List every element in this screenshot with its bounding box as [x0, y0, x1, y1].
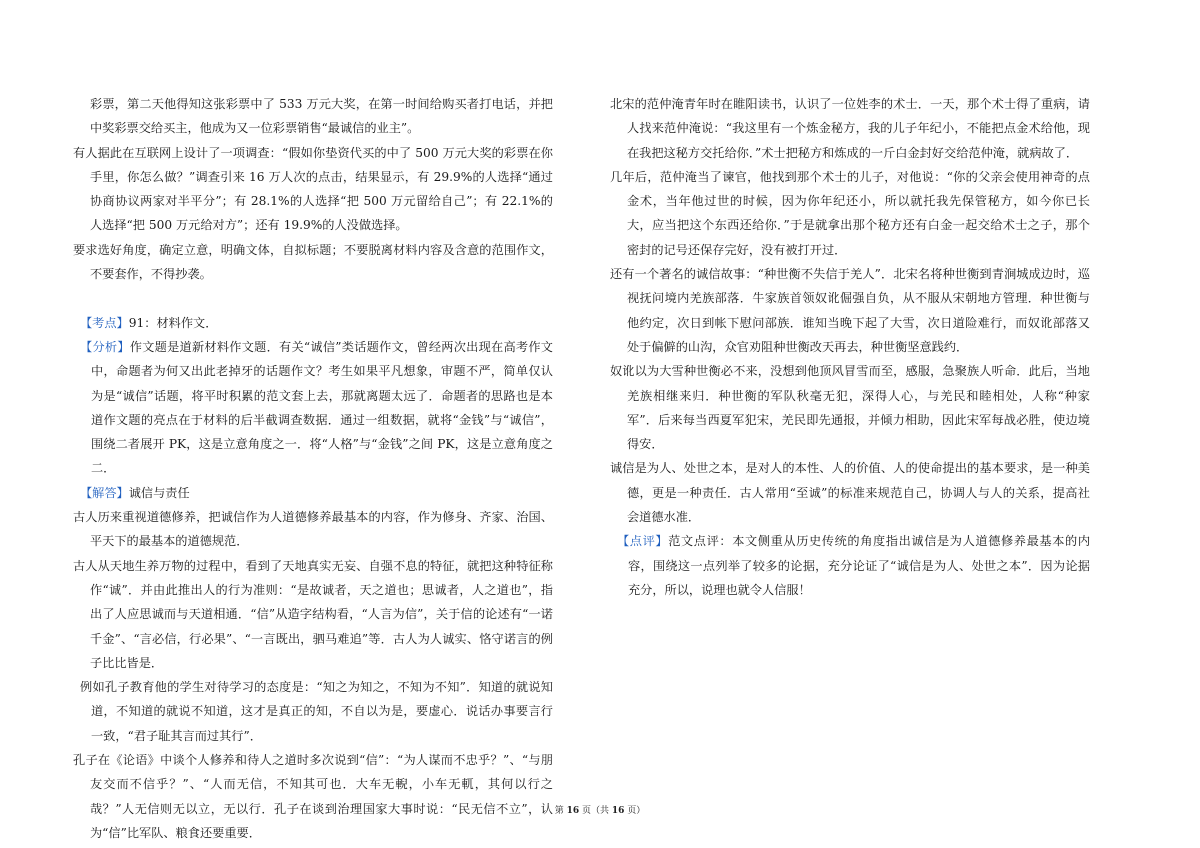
left-column	[73, 92, 553, 845]
footer-prefix: 第	[554, 806, 567, 816]
essay-paragraph-2: 古人从天地生养万物的过程中，看到了天地真实无妄、自强不息的特征，就把这种特征称作“诚”．并由此推出人的行为准则：“是故诚者，天之道也；思诚者，人之道也”，指出了人应思诚而与天道相通．“信”从造字结构看，“人言为信”，关于信的论述有“一诺千金”、“言必信，行必果”、“一言既出，驷马难追”等．古人为人诚实、恪守诺言的例子比比皆是．	[73, 558, 553, 670]
right-column	[610, 92, 1090, 602]
jieda-paragraph	[73, 481, 553, 505]
essay-paragraph-3: 例如孔子教育他的学生对待学习的态度是：“知之为知之，不知为不知”．知道的就说知道，不知道的就说不知道，这才是真正的知，不自以为是，要虚心．说话办事要言行一致，“君子耻其言而过其行”．	[80, 680, 553, 743]
fenxi-tag: 【分析】	[80, 339, 130, 354]
kaodian-text: 91：材料作文．	[128, 315, 218, 330]
requirements-paragraph: 要求选好角度，确定立意，明确文体，自拟标题；不要脱离材料内容及含意的范围作文，不要套作，不得抄袭。	[73, 242, 553, 282]
essay-paragraph-4: 孔子在《论语》中谈个人修养和待人之道时多次说到“信”：“为人谋而不忠乎？”、“与朋友交而不信乎？”、“人而无信，不知其可也．大车无輗，小车无軏，其何以行之哉？”人无信则无以立，无以行．孔子在谈到治理国家大事时说：“民无信不立”，认为“信”比军队、粮食还要重要．	[73, 753, 553, 840]
dianping-text: 范文点评：本文侧重从历史传统的角度指出诚信是为人道德修养最基本的内容，围绕这一点列举了较多的论据，充分论证了“诚信是为人、处世之本”．因为论据充分，所以，说理也就令人信服！	[628, 534, 1091, 597]
fenxi-paragraph	[73, 335, 553, 481]
essay-paragraph-9: 诚信是为人、处世之本，是对人的本性、人的价值、人的使命提出的基本要求，是一种美德，更是一种责任．古人常用“至诚”的标准来规范自己，协调人与人的关系，提高社会道德水准．	[610, 461, 1090, 525]
footer-page-number: 16	[566, 806, 580, 816]
lottery-story-end: 彩票，第二天他得知这张彩票中了 533 万元大奖，在第一时间给购买者打电话，并把中奖彩票交给买主，他成为又一位彩票销售“最诚信的业主”。	[90, 97, 553, 136]
page-footer	[0, 803, 1200, 816]
kaodian-tag: 【考点】	[80, 315, 129, 330]
essay-paragraph-6: 几年后，范仲淹当了谏官，他找到那个术士的儿子，对他说：“你的父亲会使用神奇的点金术，当年他过世的时候，因为你年纪还小，所以就托我先保管秘方，如今你已长大，应当把这个东西还给你．”于是就拿出那个秘方还有白金一起交给术士之子，那个密封的记号还保存完好，没有被打开过．	[610, 169, 1090, 257]
dianping-tag: 【点评】	[617, 534, 669, 549]
essay-paragraph-7: 还有一个著名的诚信故事：“种世衡不失信于羌人”．北宋名将种世衡到青涧城成边时，巡视抚问境内羌族部落．牛家族首领奴讹倔强自负，从不服从宋朝地方管理．种世衡与他约定，次日到帐下慰问部族．谁知当晚下起了大雪，次日道险难行，而奴讹部落又处于偏僻的山沟，众官劝阻种世衡改天再去，种世衡坚意践约．	[610, 267, 1090, 354]
fenxi-text: 作文题是道新材料作文题．有关“诚信”类话题作文，曾经两次出现在高考作文中，命题者为何又出此老掉牙的话题作文？考生如果平凡想象，审题不严，简单仅认为是“诚信”话题，将平时积累的范文套上去，那就离题太远了．命题者的思路也是本道作文题的亮点在于材料的后半截调查数据．通过一组数据，就将“金钱”与“诚信”，围绕二者展开 PK，这是立意角度之一．将“人格”与“金钱”之间 PK，这是立意角度之二．	[91, 339, 553, 476]
jieda-text: 诚信与责任	[128, 485, 190, 500]
footer-middle: 页（共	[579, 806, 612, 816]
essay-paragraph-5: 北宋的范仲淹青年时在睢阳读书，认识了一位姓李的术士．一天，那个术士得了重病，请人找来范仲淹说：“我这里有一个炼金秘方，我的儿子年纪小，不能把点金术给他，现在我把这秘方交托给你．”术士把秘方和炼成的一斤白金封好交给范仲淹，就病故了．	[610, 97, 1090, 160]
jieda-tag: 【解答】	[80, 485, 129, 500]
dianping-paragraph	[610, 529, 1090, 602]
essay-paragraph-1: 古人历来重视道德修养，把诚信作为人道德修养最基本的内容，作为修身、齐家、治国、平天下的最基本的道德规范．	[73, 510, 553, 549]
spacer	[73, 286, 553, 310]
essay-paragraph-8: 奴讹以为大雪种世衡必不来，没想到他顶风冒雪而至，感服，急聚族人听命．此后，当地羌族相继来归．种世衡的军队秋毫无犯，深得人心，与羌民和睦相处，人称“种家军”．后来每当西夏军犯宋，羌民即先通报，并倾力相助，因此宋军每战必胜，使边境得安．	[610, 364, 1090, 452]
footer-total-pages: 16	[611, 806, 625, 816]
survey-paragraph: 有人据此在互联网上设计了一项调查：“假如你垫资代买的中了 500 万元大奖的彩票在你手里，你怎么做？”调查引来 16 万人次的点击，结果显示，有 29.9%的人选择“通过协商协议两家对半平分”；有 28.1%的人选择“把 500 万元留给自己”；有 22.1%的人选择“把 500 万元给对方”；还有 19.9%的人没做选择。	[73, 145, 553, 233]
kaodian-paragraph	[73, 311, 553, 335]
footer-suffix: 页）	[624, 806, 646, 816]
